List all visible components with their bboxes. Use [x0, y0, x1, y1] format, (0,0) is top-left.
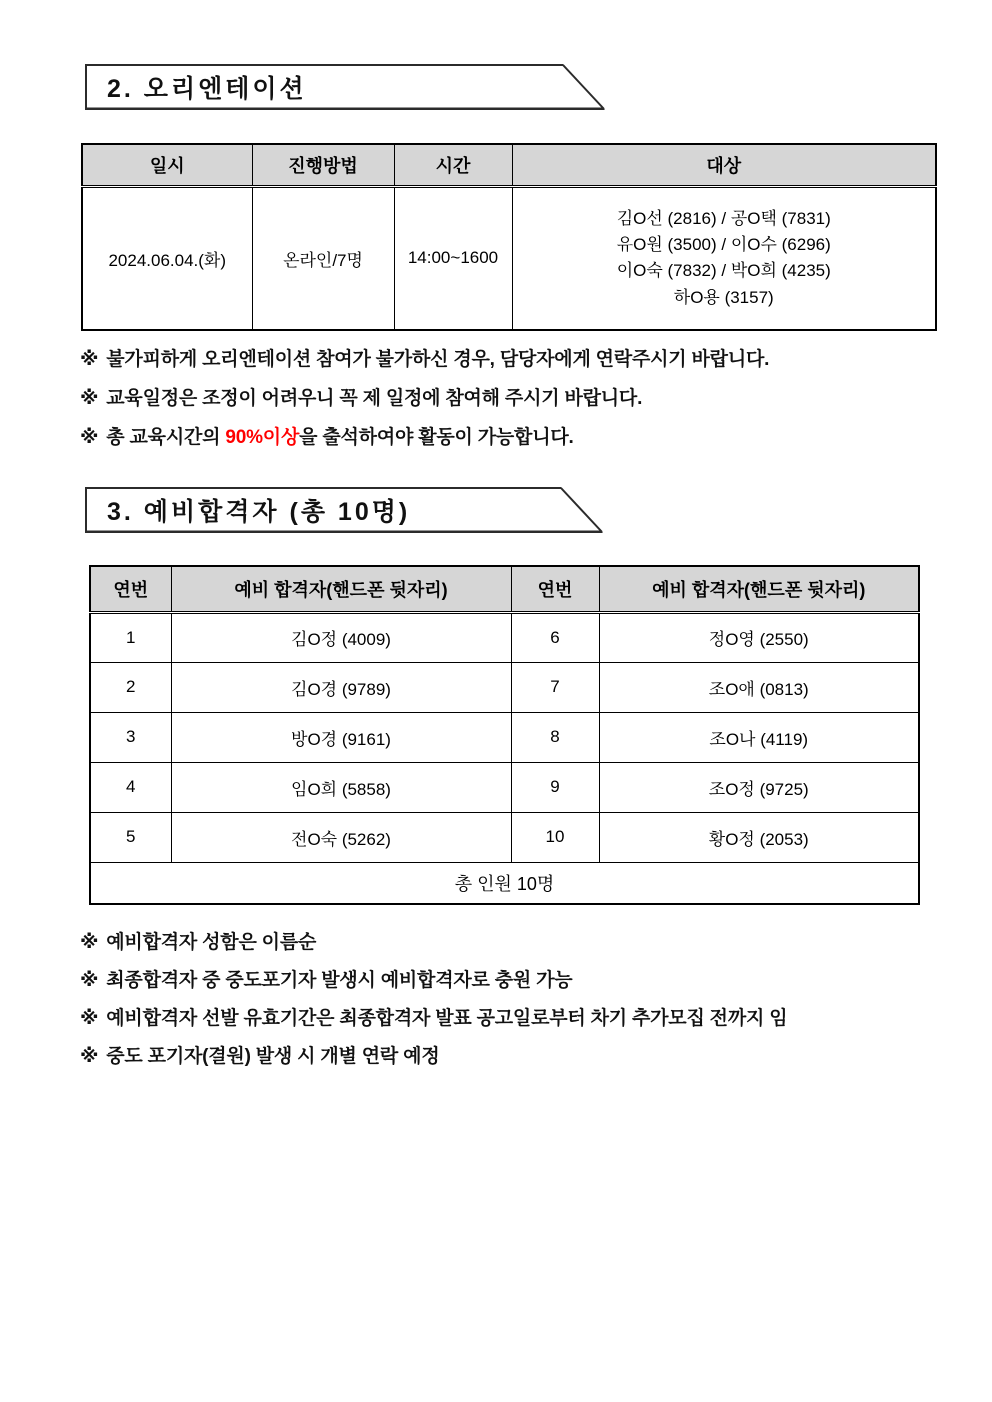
cell-no-left: 2 — [90, 662, 171, 712]
cell-no-left: 5 — [90, 812, 171, 862]
waitlist-table — [89, 565, 920, 905]
note-text: 불가피하게 오리엔테이션 참여가 불가하신 경우, 담당자에게 연락주시기 바랍니다. — [106, 349, 770, 370]
cell-no-right: 10 — [511, 812, 599, 862]
cell-no-left: 1 — [90, 612, 171, 662]
note-mark-icon: ※ — [80, 349, 99, 370]
table-header-row — [90, 566, 919, 612]
note-text-prefix: 총 교육시간의 — [106, 427, 226, 448]
column-header-name-right: 예비 합격자(핸드폰 뒷자리) — [599, 566, 919, 612]
cell-time: 14:00~1600 — [394, 186, 512, 330]
cell-name-right: 조O정 (9725) — [599, 762, 919, 812]
orientation-note-1 — [80, 344, 769, 371]
note-mark-icon: ※ — [80, 427, 99, 448]
waitlist-note-4 — [80, 1041, 439, 1068]
cell-no-right: 8 — [511, 712, 599, 762]
section-title-orientation: 2. 오리엔테이션 — [107, 75, 307, 103]
table-row — [90, 812, 919, 862]
column-header-target: 대상 — [512, 144, 936, 186]
target-line: 김O선 (2816) / 공O택 (7831) — [616, 208, 831, 228]
section-title-waitlist: 3. 예비합격자 (총 10명) — [107, 498, 411, 526]
column-header-no-right: 연번 — [511, 566, 599, 612]
orientation-table — [81, 143, 937, 331]
table-row — [90, 712, 919, 762]
column-header-name-left: 예비 합격자(핸드폰 뒷자리) — [171, 566, 511, 612]
cell-total-count: 총 인원 10명 — [90, 862, 919, 904]
target-line: 하O용 (3157) — [673, 287, 774, 307]
column-header-method: 진행방법 — [252, 144, 394, 186]
section-heading-orientation — [85, 64, 605, 110]
cell-target-list — [512, 186, 936, 330]
table-footer-row — [90, 862, 919, 904]
note-mark-icon: ※ — [80, 970, 99, 991]
column-header-time: 시간 — [394, 144, 512, 186]
cell-name-right: 정O영 (2550) — [599, 612, 919, 662]
note-text: 예비합격자 성함은 이름순 — [106, 932, 317, 953]
waitlist-note-2 — [80, 965, 572, 992]
note-text: 예비합격자 선발 유효기간은 최종합격자 발표 공고일로부터 차기 추가모집 전까지 임 — [106, 1008, 788, 1029]
waitlist-note-1 — [80, 927, 316, 954]
table-row — [90, 762, 919, 812]
cell-no-left: 3 — [90, 712, 171, 762]
cell-no-right: 7 — [511, 662, 599, 712]
cell-no-left: 4 — [90, 762, 171, 812]
cell-name-left: 방O경 (9161) — [171, 712, 511, 762]
cell-name-right: 조O나 (4119) — [599, 712, 919, 762]
cell-method: 온라인/7명 — [252, 186, 394, 330]
table-row — [82, 186, 936, 330]
note-mark-icon: ※ — [80, 1046, 99, 1067]
orientation-note-3 — [80, 422, 574, 449]
waitlist-note-3 — [80, 1003, 787, 1030]
target-line: 유O원 (3500) / 이O수 (6296) — [616, 234, 831, 254]
target-line: 이O숙 (7832) / 박O희 (4235) — [616, 261, 831, 281]
section-heading-waitlist — [85, 487, 603, 533]
note-text: 중도 포기자(결원) 발생 시 개별 연락 예정 — [106, 1046, 440, 1067]
note-mark-icon: ※ — [80, 1008, 99, 1029]
orientation-note-2 — [80, 383, 642, 410]
cell-name-left: 김O정 (4009) — [171, 612, 511, 662]
column-header-date: 일시 — [82, 144, 252, 186]
note-mark-icon: ※ — [80, 388, 99, 409]
cell-name-left: 전O숙 (5262) — [171, 812, 511, 862]
cell-no-right: 6 — [511, 612, 599, 662]
cell-name-left: 임O희 (5858) — [171, 762, 511, 812]
column-header-no-left: 연번 — [90, 566, 171, 612]
cell-name-left: 김O경 (9789) — [171, 662, 511, 712]
table-row — [90, 662, 919, 712]
table-row — [90, 612, 919, 662]
cell-name-right: 황O정 (2053) — [599, 812, 919, 862]
note-mark-icon: ※ — [80, 932, 99, 953]
note-text-suffix: 을 출석하여야 활동이 가능합니다. — [299, 427, 574, 448]
cell-name-right: 조O애 (0813) — [599, 662, 919, 712]
note-text-emphasis: 90%이상 — [225, 427, 300, 448]
table-header-row — [82, 144, 936, 186]
note-text: 최종합격자 중 중도포기자 발생시 예비합격자로 충원 가능 — [106, 970, 573, 991]
note-text: 교육일정은 조정이 어려우니 꼭 제 일정에 참여해 주시기 바랍니다. — [106, 388, 643, 409]
cell-no-right: 9 — [511, 762, 599, 812]
cell-date: 2024.06.04.(화) — [82, 186, 252, 330]
